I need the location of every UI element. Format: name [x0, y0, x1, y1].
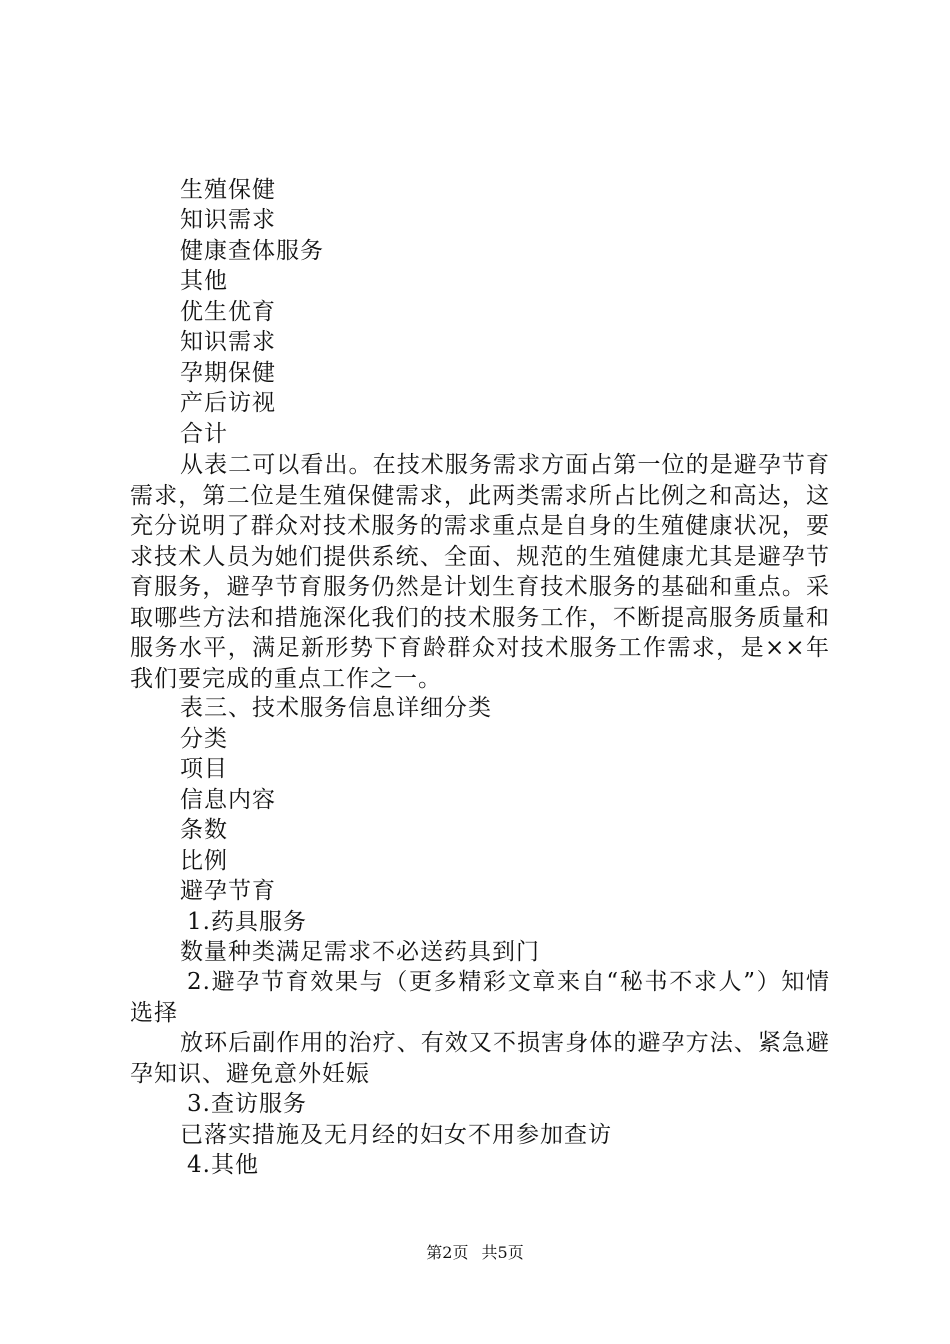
page-footer	[0, 1243, 950, 1263]
item-content: 已落实措施及无月经的妇女不用参加查访	[180, 1122, 612, 1148]
item-content: 放环后副作用的治疗、有效又不损害身体的避孕方法、紧急避孕知识、避免意外妊娠	[130, 1030, 830, 1087]
table-line: 合计	[180, 421, 228, 447]
table-line: 条数	[180, 817, 228, 843]
table-title: 表三、技术服务信息详细分类	[180, 695, 492, 721]
table-line: 产后访视	[180, 390, 276, 416]
table-line: 避孕节育	[180, 878, 276, 904]
table-line: 健康查体服务	[180, 238, 324, 264]
table-line: 比例	[180, 848, 228, 874]
table-line: 生殖保健	[180, 177, 276, 203]
table-line: 知识需求	[180, 329, 276, 355]
item-content: 数量种类满足需求不必送药具到门	[180, 939, 540, 965]
page-number: 第2页	[426, 1243, 469, 1262]
table-line: 其他	[180, 268, 228, 294]
item-title: 3.查访服务	[187, 1091, 307, 1117]
page-total: 共5页	[481, 1243, 524, 1262]
table-line: 信息内容	[180, 787, 276, 813]
table-line: 项目	[180, 756, 228, 782]
item-title: 4.其他	[187, 1152, 259, 1178]
body-paragraph: 从表二可以看出。在技术服务需求方面占第一位的是避孕节育需求，第二位是生殖保健需求，此两类需求所占比例之和高达，这充分说明了群众对技术服务的需求重点是自身的生殖健康状况，要求技术人员为她们提供系统、全面、规范的生殖健康尤其是避孕节育服务，避孕节育服务仍然是计划生育技术服务的基础和重点。采取哪些方法和措施深化我们的技术服务工作，不断提高服务质量和服务水平，满足新形势下育龄群众对技术服务工作需求，是××年我们要完成的重点工作之一。	[130, 452, 830, 692]
table-line: 分类	[180, 726, 228, 752]
table-line: 知识需求	[180, 207, 276, 233]
item-title: 2.避孕节育效果与（更多精彩文章来自“秘书不求人”）知情选择	[130, 969, 830, 1026]
table-line: 孕期保健	[180, 360, 276, 386]
table-line: 优生优育	[180, 299, 276, 325]
item-title: 1.药具服务	[187, 909, 307, 935]
